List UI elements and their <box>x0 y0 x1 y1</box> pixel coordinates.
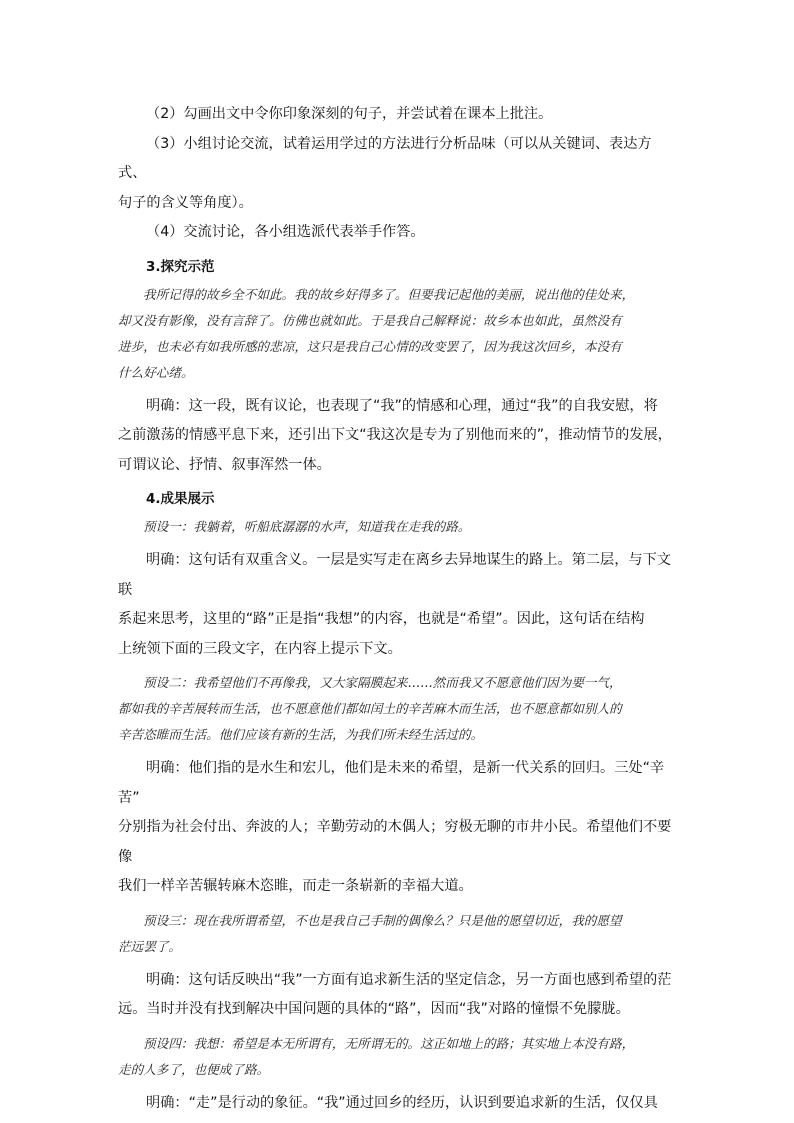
step-3-continuation: 句子的含义等角度）。 <box>118 194 253 211</box>
analysis-line: 明确：这句话有双重含义。一层是实写走在离乡去异地谋生的路上。第二层，与下文联 <box>118 552 671 598</box>
analysis-line: 明确：这一段，既有议论，也表现了“我”的情感和心理，通过“我”的自我安慰，将 <box>146 397 658 414</box>
step-3: （3）小组讨论交流，试着运用学过的方法进行分析品味（可以从关键词、表达方式、 <box>118 135 652 181</box>
document-content <box>118 100 678 1118</box>
analysis-line: 明确：这句话反映出“我”一方面有追求新生活的坚定信念，另一方面也感到希望的茫 <box>146 971 672 988</box>
preset-line: 预设三：现在我所谓希望，不也是我自己手制的偶像么？只是他的愿望切近，我的愿望 <box>143 912 622 928</box>
analysis-preset-4 <box>118 1089 678 1119</box>
section-heading-explore-demo: 3.探究示范 <box>146 258 215 275</box>
analysis-line: 明确：他们指的是水生和宏儿，他们是未来的希望，是新一代关系的回归。三处“辛苦” <box>118 760 665 806</box>
preset-1 <box>118 514 678 540</box>
preset-line: 预设四：我想：希望是本无所谓有，无所谓无的。这正如地上的路；其实地上本没有路， <box>143 1035 635 1051</box>
analysis-line: 可谓议论、抒情、叙事浑然一体。 <box>118 456 331 473</box>
analysis-line: 明确：“走”是行动的象征。“我”通过回乡的经历，认识到要追求新的生活，仅仅具 <box>146 1094 658 1111</box>
analysis-line: 系起来思考，这里的“路”正是指“我想”的内容，也就是“希望”。因此，这句话在结构 <box>118 611 645 627</box>
step-2: （2）勾画出文中令你印象深刻的句子，并尝试着在课本上批注。 <box>146 106 553 122</box>
preset-line: 预设一：我躺着，听船底潺潺的水声，知道我在走我的路。 <box>143 519 471 534</box>
analysis-line: 我们一样辛苦辗转麻木恣睢，而走一条崭新的幸福大道。 <box>118 878 473 894</box>
analysis-preset-2 <box>118 754 678 902</box>
quote-hometown <box>118 282 678 386</box>
analysis-line: 上统领下面的三段文字，在内容上提示下文。 <box>118 640 402 657</box>
quote-line: 什么好心绪。 <box>118 364 194 380</box>
quote-line: 进步，也未必有如我所感的悲凉，这只是我自己心情的改变罢了，因为我这次回乡，本没有 <box>118 338 622 354</box>
preset-line: 茫远罢了。 <box>118 938 181 954</box>
analysis-hometown <box>118 392 678 481</box>
quote-line: 却又没有影像，没有言辞了。仿佛也就如此。于是我自己解释说：故乡本也如此，虽然没有 <box>118 312 622 328</box>
quote-line: 我所记得的故乡全不如此。我的故乡好得多了。但要我记起他的美丽，说出他的佳处来， <box>143 286 635 302</box>
analysis-preset-3 <box>118 966 678 1025</box>
preset-line: 预设二：我希望他们不再像我，又大家隔膜起来……然而我又不愿意他们因为要一气， <box>143 675 622 690</box>
step-4: （4）交流讨论，各小组选派代表举手作答。 <box>146 224 425 240</box>
preset-4 <box>118 1031 678 1083</box>
analysis-line: 分别指为社会付出、奔波的人；辛勤劳动的木偶人；穷极无聊的市井小民。希望他们不要像 <box>118 819 672 865</box>
preset-2 <box>118 670 678 748</box>
preset-line: 都如我的辛苦展转而生活，也不愿意他们都如闰土的辛苦麻木而生活，也不愿意都如别人的 <box>118 701 622 716</box>
preset-line: 辛苦恣睢而生活。他们应该有新的生活，为我们所未经生活过的。 <box>118 727 484 742</box>
analysis-line: 远。当时并没有找到解决中国问题的具体的“路”，因而“我”对路的憧憬不免朦胧。 <box>118 1001 630 1017</box>
analysis-line: 之前激荡的情感平息下来，还引出下文“我这次是专为了别他而来的”，推动情节的发展， <box>118 427 672 443</box>
preset-3 <box>118 908 678 960</box>
section-heading-results: 4.成果展示 <box>146 491 215 507</box>
analysis-preset-1 <box>118 546 678 664</box>
preset-line: 走的人多了，也便成了路。 <box>118 1061 270 1077</box>
